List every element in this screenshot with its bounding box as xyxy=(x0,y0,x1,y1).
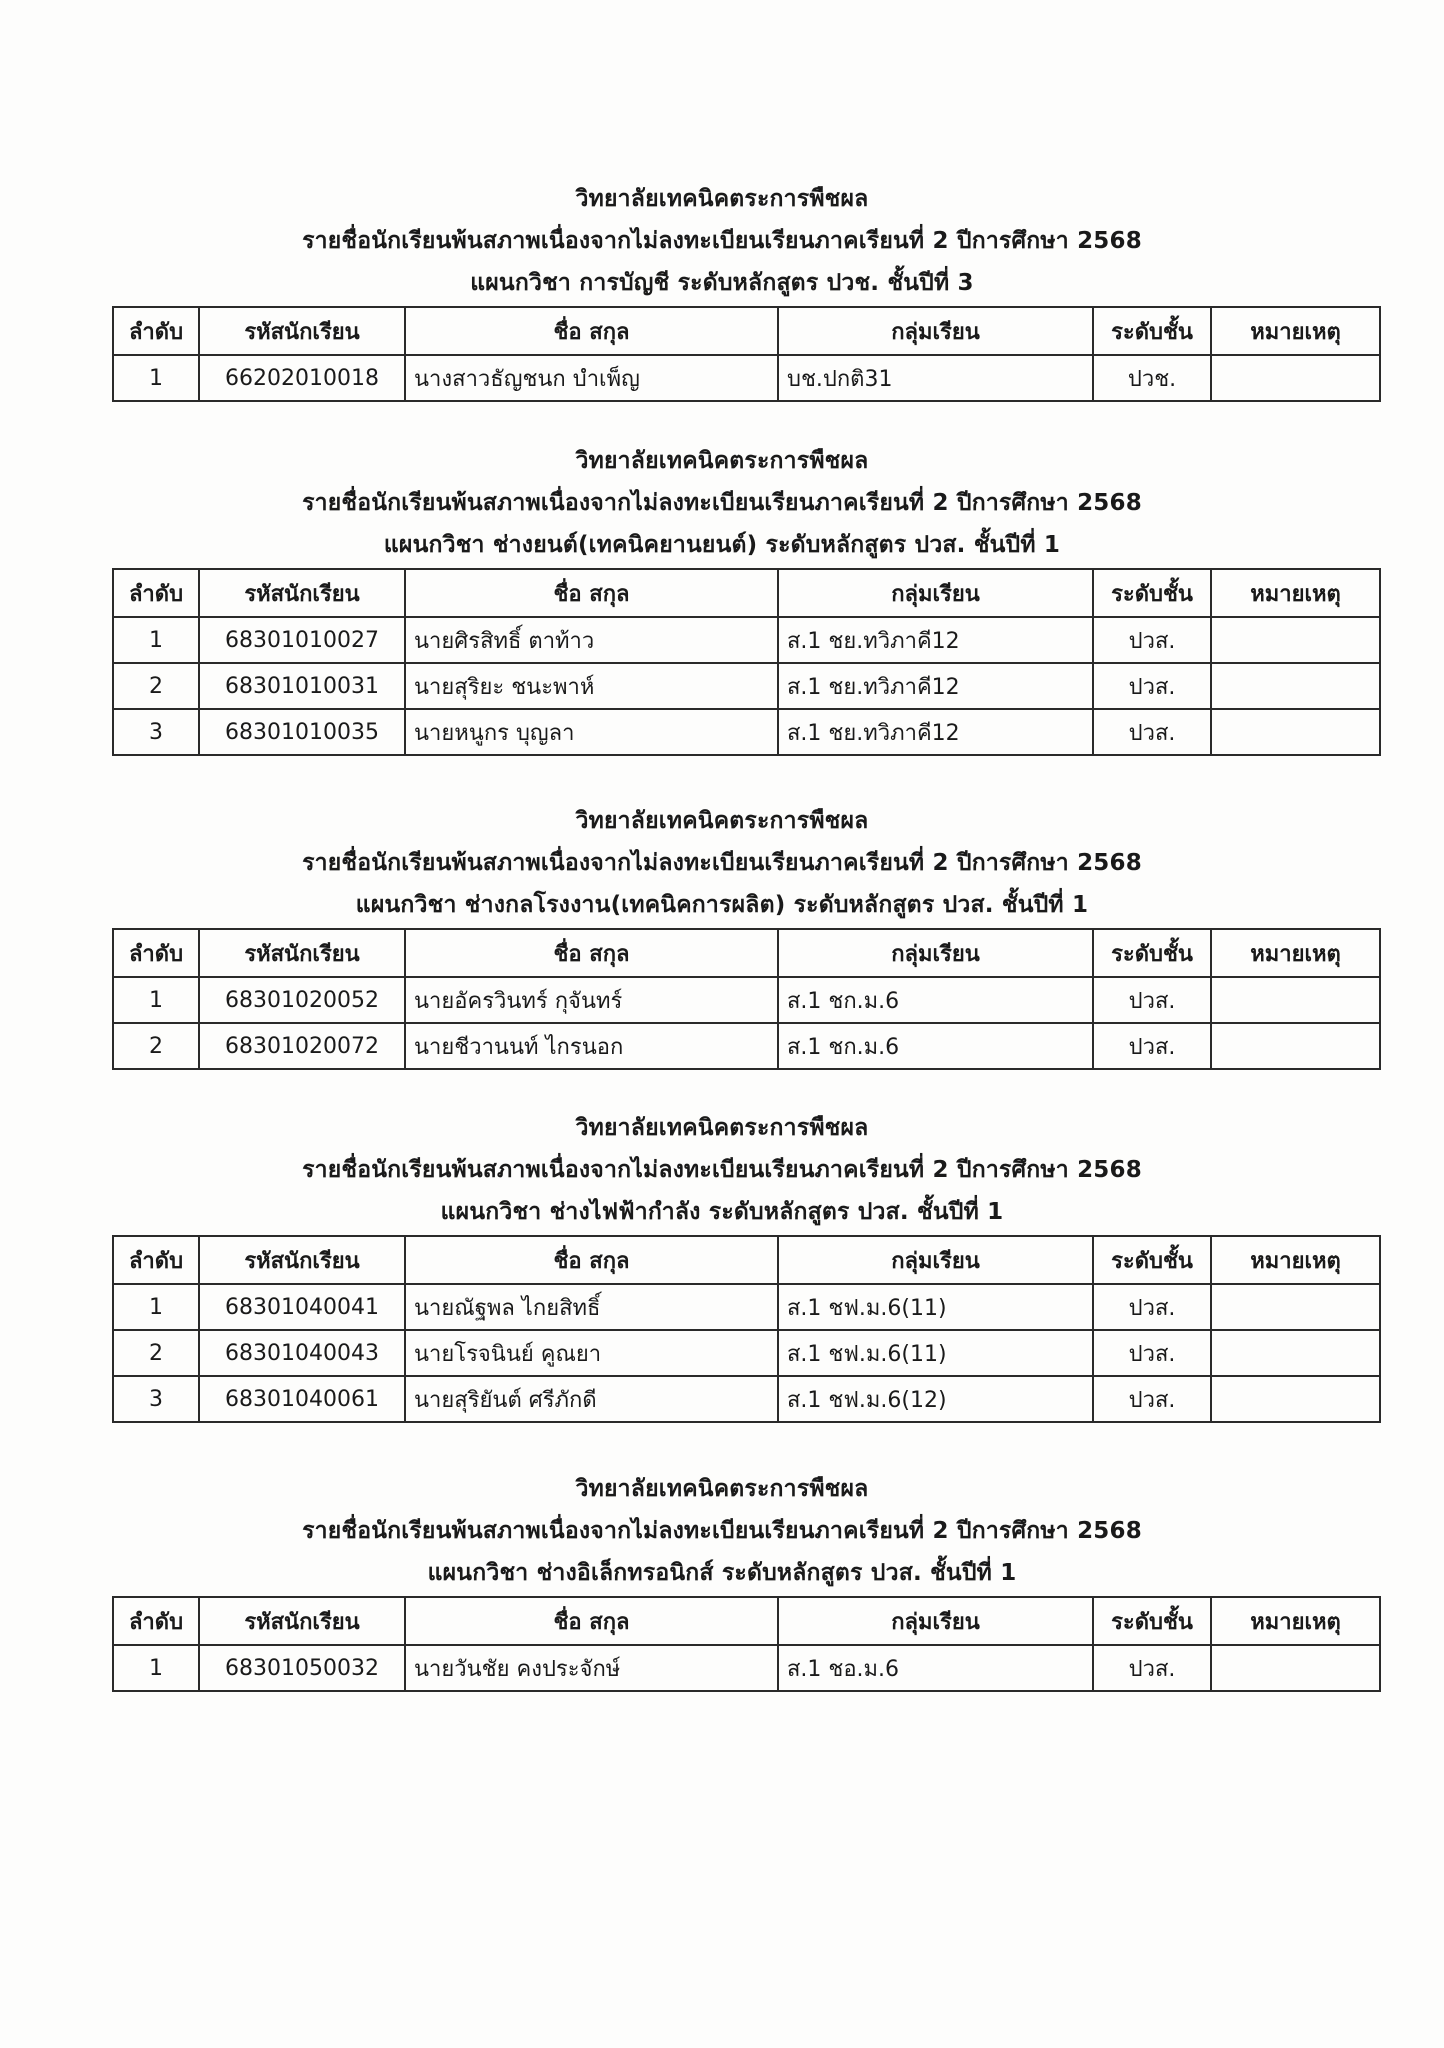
table-header-row xyxy=(113,569,1380,617)
cell-level: ปวช. xyxy=(1093,355,1211,401)
cell-level: ปวส. xyxy=(1093,709,1211,755)
dismissal-section xyxy=(0,800,1444,1060)
table-row xyxy=(113,1376,1380,1422)
column-header-remark: หมายเหตุ xyxy=(1211,307,1380,355)
column-header-full-name: ชื่อ สกุล xyxy=(405,569,778,617)
department-heading: แผนกวิชา ช่างไฟฟ้ากำลัง ระดับหลักสูตร ปวส. ชั้นปีที่ 1 xyxy=(440,1199,1004,1225)
column-header-full-name: ชื่อ สกุล xyxy=(405,1236,778,1284)
table-row xyxy=(113,355,1380,401)
subtitle-heading: รายชื่อนักเรียนพ้นสภาพเนื่องจากไม่ลงทะเบียนเรียนภาคเรียนที่ 2 ปีการศึกษา 2568 xyxy=(302,228,1142,254)
table-row xyxy=(113,1330,1380,1376)
dismissal-section xyxy=(0,178,1444,392)
cell-full-name: นายชีวานนท์ ไกรนอก xyxy=(405,1023,778,1069)
subtitle-heading: รายชื่อนักเรียนพ้นสภาพเนื่องจากไม่ลงทะเบียนเรียนภาคเรียนที่ 2 ปีการศึกษา 2568 xyxy=(302,1518,1142,1544)
cell-class-group: ส.1 ชก.ม.6 xyxy=(778,1023,1093,1069)
column-header-level: ระดับชั้น xyxy=(1093,929,1211,977)
cell-full-name: นายสุริยันต์ ศรีภักดี xyxy=(405,1376,778,1422)
column-header-level: ระดับชั้น xyxy=(1093,1597,1211,1645)
column-header-seq: ลำดับ xyxy=(113,569,199,617)
cell-remark xyxy=(1211,1284,1380,1330)
cell-full-name: นายหนูกร บุญลา xyxy=(405,709,778,755)
table-row xyxy=(113,977,1380,1023)
table-header-row xyxy=(113,1597,1380,1645)
cell-student-id: 68301020072 xyxy=(199,1023,405,1069)
cell-student-id: 68301020052 xyxy=(199,977,405,1023)
cell-class-group: ส.1 ชฟ.ม.6(11) xyxy=(778,1284,1093,1330)
cell-class-group: ส.1 ชฟ.ม.6(11) xyxy=(778,1330,1093,1376)
cell-student-id: 68301040061 xyxy=(199,1376,405,1422)
column-header-student-id: รหัสนักเรียน xyxy=(199,1597,405,1645)
cell-seq: 1 xyxy=(113,977,199,1023)
college-heading: วิทยาลัยเทคนิคตระการพืชผล xyxy=(575,1476,869,1502)
cell-remark xyxy=(1211,1645,1380,1691)
table-row xyxy=(113,663,1380,709)
column-header-level: ระดับชั้น xyxy=(1093,307,1211,355)
cell-full-name: นายณัฐพล ไกยสิทธิ์ xyxy=(405,1284,778,1330)
cell-student-id: 68301010035 xyxy=(199,709,405,755)
college-heading: วิทยาลัยเทคนิคตระการพืชผล xyxy=(575,448,869,474)
column-header-seq: ลำดับ xyxy=(113,307,199,355)
dismissal-section xyxy=(0,1468,1444,1682)
cell-seq: 1 xyxy=(113,617,199,663)
cell-level: ปวส. xyxy=(1093,1645,1211,1691)
cell-class-group: ส.1 ชย.ทวิภาคี12 xyxy=(778,663,1093,709)
column-header-remark: หมายเหตุ xyxy=(1211,929,1380,977)
column-header-full-name: ชื่อ สกุล xyxy=(405,307,778,355)
cell-remark xyxy=(1211,1376,1380,1422)
cell-level: ปวส. xyxy=(1093,1330,1211,1376)
cell-student-id: 68301040043 xyxy=(199,1330,405,1376)
cell-level: ปวส. xyxy=(1093,617,1211,663)
subtitle-heading: รายชื่อนักเรียนพ้นสภาพเนื่องจากไม่ลงทะเบียนเรียนภาคเรียนที่ 2 ปีการศึกษา 2568 xyxy=(302,850,1142,876)
column-header-class-group: กลุ่มเรียน xyxy=(778,1597,1093,1645)
column-header-remark: หมายเหตุ xyxy=(1211,1597,1380,1645)
dismissal-section xyxy=(0,1107,1444,1413)
cell-seq: 3 xyxy=(113,1376,199,1422)
cell-class-group: ส.1 ชย.ทวิภาคี12 xyxy=(778,617,1093,663)
cell-seq: 1 xyxy=(113,1284,199,1330)
college-heading: วิทยาลัยเทคนิคตระการพืชผล xyxy=(575,1115,869,1141)
cell-student-id: 66202010018 xyxy=(199,355,405,401)
column-header-level: ระดับชั้น xyxy=(1093,1236,1211,1284)
cell-class-group: ส.1 ชอ.ม.6 xyxy=(778,1645,1093,1691)
column-header-seq: ลำดับ xyxy=(113,929,199,977)
department-heading: แผนกวิชา ช่างอิเล็กทรอนิกส์ ระดับหลักสูตร ปวส. ชั้นปีที่ 1 xyxy=(427,1560,1017,1586)
cell-full-name: นายสุริยะ ชนะพาห์ xyxy=(405,663,778,709)
cell-level: ปวส. xyxy=(1093,1376,1211,1422)
cell-student-id: 68301040041 xyxy=(199,1284,405,1330)
dismissal-section xyxy=(0,440,1444,746)
column-header-level: ระดับชั้น xyxy=(1093,569,1211,617)
cell-class-group: ส.1 ชก.ม.6 xyxy=(778,977,1093,1023)
table-row xyxy=(113,1284,1380,1330)
cell-class-group: ส.1 ชฟ.ม.6(12) xyxy=(778,1376,1093,1422)
cell-full-name: นางสาวธัญชนก บำเพ็ญ xyxy=(405,355,778,401)
cell-full-name: นายโรจนินย์ คูณยา xyxy=(405,1330,778,1376)
cell-student-id: 68301050032 xyxy=(199,1645,405,1691)
cell-full-name: นายศิรสิทธิ์ ตาท้าว xyxy=(405,617,778,663)
column-header-class-group: กลุ่มเรียน xyxy=(778,569,1093,617)
cell-seq: 1 xyxy=(113,1645,199,1691)
cell-remark xyxy=(1211,663,1380,709)
table-header-row xyxy=(113,1236,1380,1284)
column-header-class-group: กลุ่มเรียน xyxy=(778,1236,1093,1284)
column-header-remark: หมายเหตุ xyxy=(1211,569,1380,617)
cell-seq: 2 xyxy=(113,1023,199,1069)
cell-full-name: นายอัครวินทร์ กุจันทร์ xyxy=(405,977,778,1023)
student-table xyxy=(112,928,1381,1070)
department-heading: แผนกวิชา การบัญชี ระดับหลักสูตร ปวช. ชั้นปีที่ 3 xyxy=(470,270,974,296)
table-row xyxy=(113,617,1380,663)
table-header-row xyxy=(113,929,1380,977)
subtitle-heading: รายชื่อนักเรียนพ้นสภาพเนื่องจากไม่ลงทะเบียนเรียนภาคเรียนที่ 2 ปีการศึกษา 2568 xyxy=(302,490,1142,516)
table-row xyxy=(113,709,1380,755)
student-table xyxy=(112,306,1381,402)
cell-remark xyxy=(1211,617,1380,663)
cell-level: ปวส. xyxy=(1093,1284,1211,1330)
table-header-row xyxy=(113,307,1380,355)
cell-remark xyxy=(1211,1023,1380,1069)
department-heading: แผนกวิชา ช่างกลโรงงาน(เทคนิคการผลิต) ระดับหลักสูตร ปวส. ชั้นปีที่ 1 xyxy=(355,892,1089,918)
cell-seq: 3 xyxy=(113,709,199,755)
column-header-full-name: ชื่อ สกุล xyxy=(405,929,778,977)
cell-remark xyxy=(1211,977,1380,1023)
cell-remark xyxy=(1211,1330,1380,1376)
student-table xyxy=(112,568,1381,756)
column-header-full-name: ชื่อ สกุล xyxy=(405,1597,778,1645)
column-header-seq: ลำดับ xyxy=(113,1597,199,1645)
student-table xyxy=(112,1596,1381,1692)
column-header-class-group: กลุ่มเรียน xyxy=(778,929,1093,977)
column-header-student-id: รหัสนักเรียน xyxy=(199,307,405,355)
column-header-student-id: รหัสนักเรียน xyxy=(199,569,405,617)
subtitle-heading: รายชื่อนักเรียนพ้นสภาพเนื่องจากไม่ลงทะเบียนเรียนภาคเรียนที่ 2 ปีการศึกษา 2568 xyxy=(302,1157,1142,1183)
column-header-student-id: รหัสนักเรียน xyxy=(199,1236,405,1284)
cell-level: ปวส. xyxy=(1093,1023,1211,1069)
cell-full-name: นายวันชัย คงประจักษ์ xyxy=(405,1645,778,1691)
college-heading: วิทยาลัยเทคนิคตระการพืชผล xyxy=(575,186,869,212)
student-table xyxy=(112,1235,1381,1423)
table-row xyxy=(113,1023,1380,1069)
cell-seq: 2 xyxy=(113,663,199,709)
cell-seq: 1 xyxy=(113,355,199,401)
cell-remark xyxy=(1211,709,1380,755)
college-heading: วิทยาลัยเทคนิคตระการพืชผล xyxy=(575,808,869,834)
table-row xyxy=(113,1645,1380,1691)
column-header-remark: หมายเหตุ xyxy=(1211,1236,1380,1284)
column-header-class-group: กลุ่มเรียน xyxy=(778,307,1093,355)
cell-seq: 2 xyxy=(113,1330,199,1376)
cell-student-id: 68301010031 xyxy=(199,663,405,709)
column-header-seq: ลำดับ xyxy=(113,1236,199,1284)
department-heading: แผนกวิชา ช่างยนต์(เทคนิคยานยนต์) ระดับหลักสูตร ปวส. ชั้นปีที่ 1 xyxy=(383,532,1061,558)
cell-remark xyxy=(1211,355,1380,401)
cell-student-id: 68301010027 xyxy=(199,617,405,663)
cell-class-group: ส.1 ชย.ทวิภาคี12 xyxy=(778,709,1093,755)
column-header-student-id: รหัสนักเรียน xyxy=(199,929,405,977)
cell-level: ปวส. xyxy=(1093,663,1211,709)
cell-level: ปวส. xyxy=(1093,977,1211,1023)
cell-class-group: บช.ปกติ31 xyxy=(778,355,1093,401)
